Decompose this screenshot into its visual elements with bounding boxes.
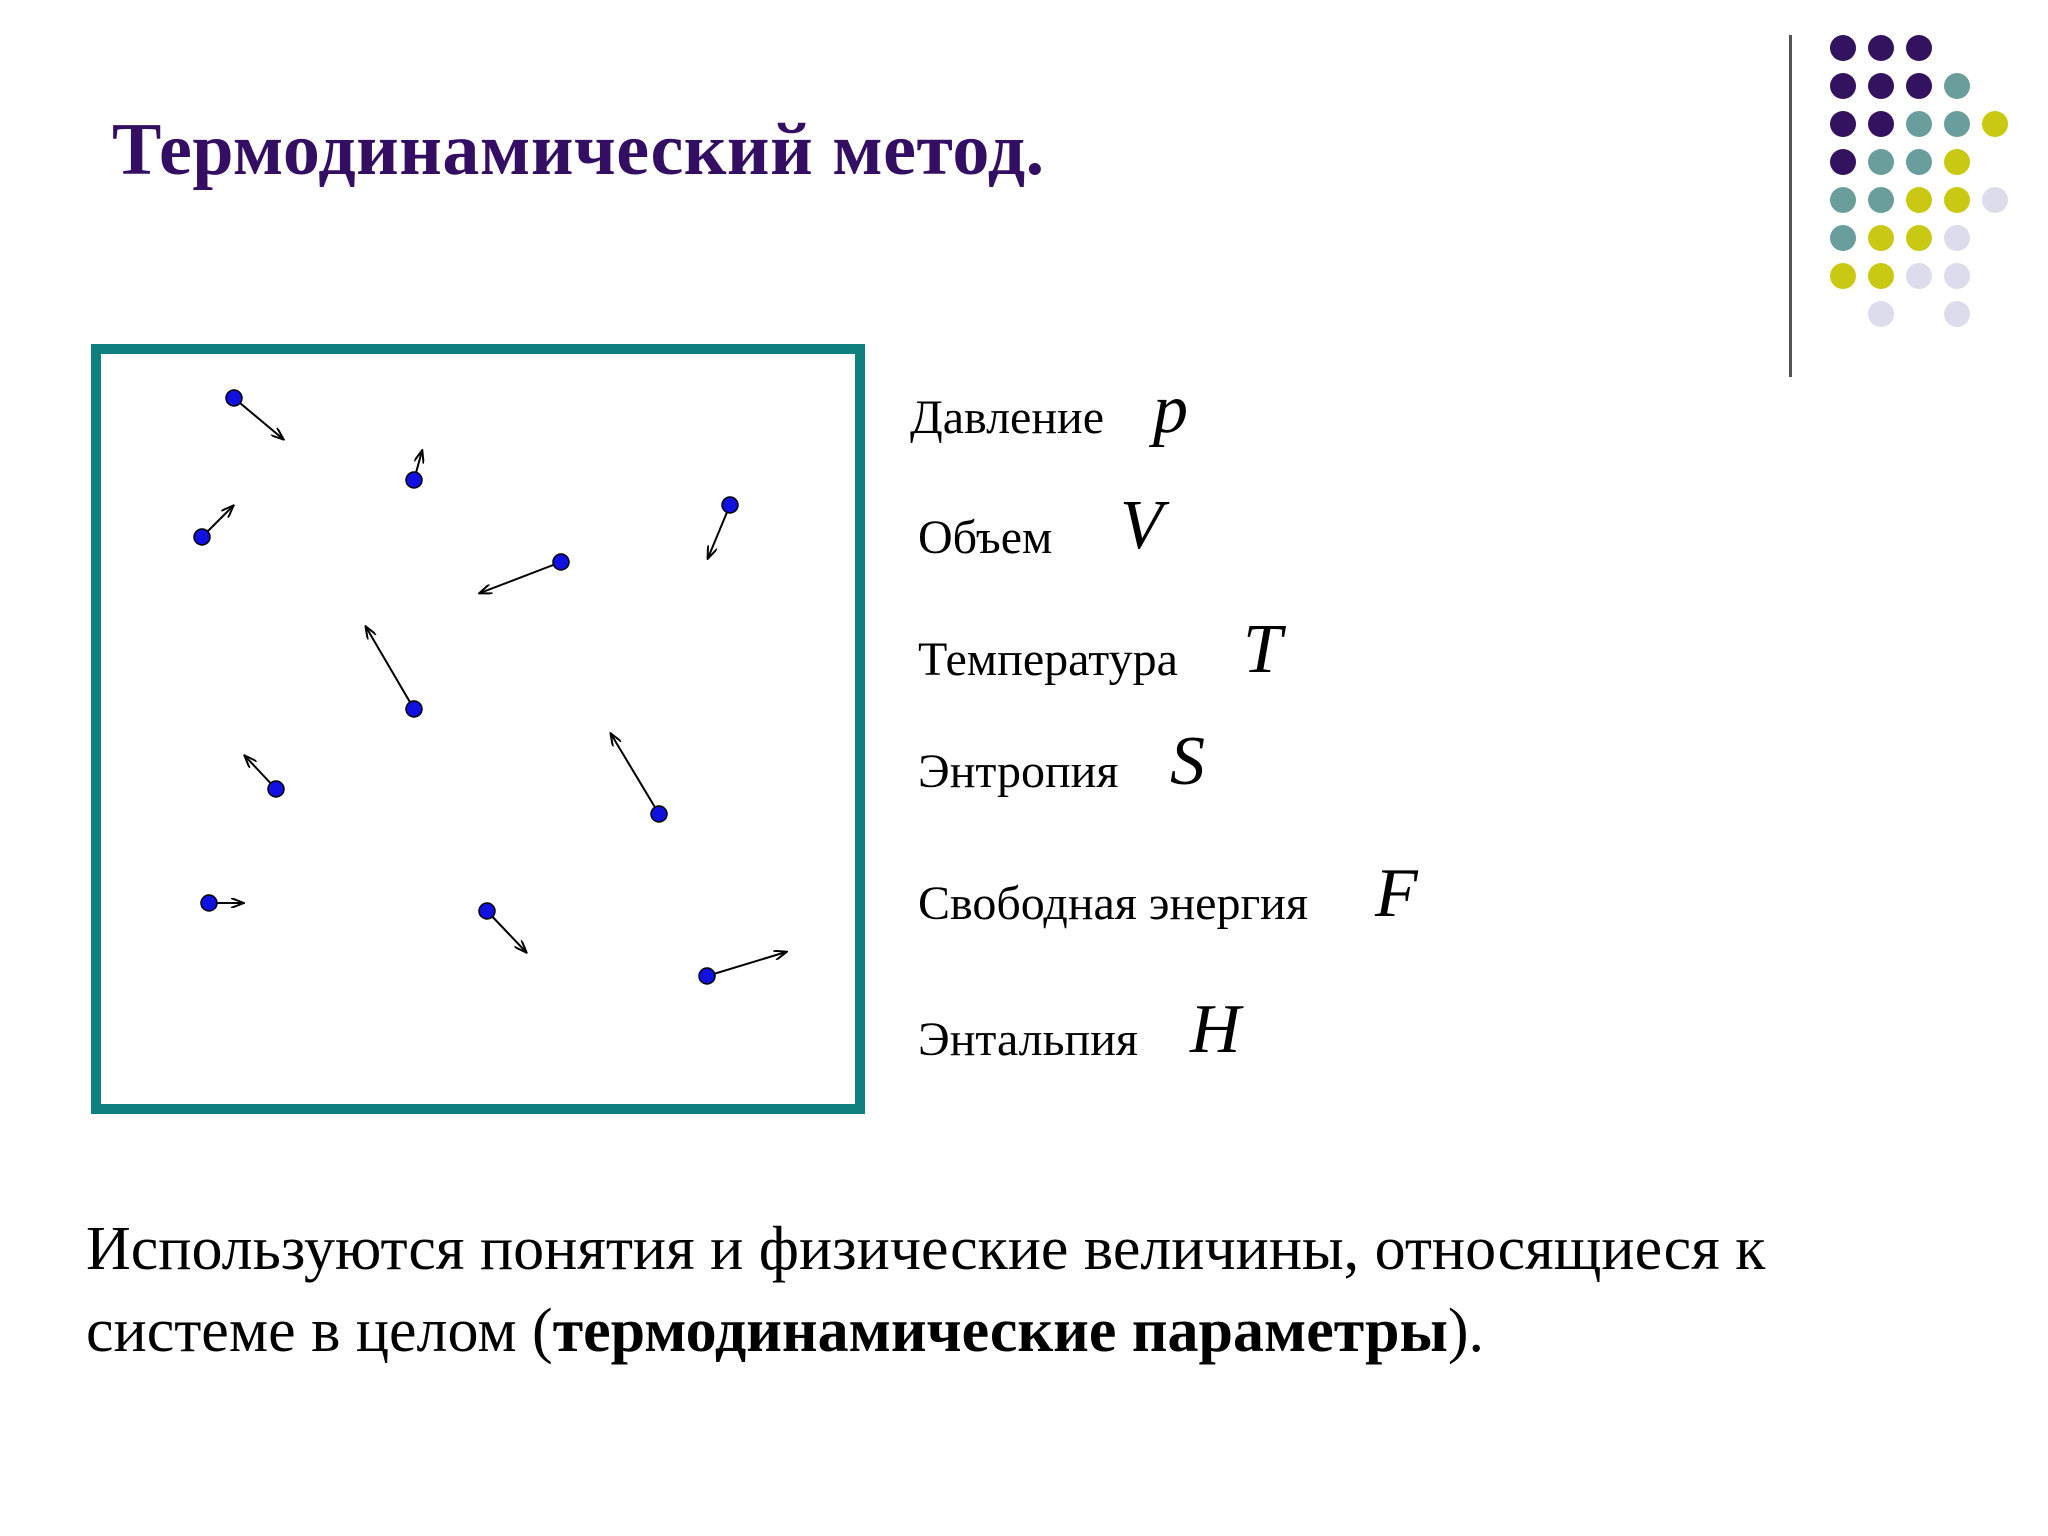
decor-dot <box>1830 225 1856 251</box>
molecule <box>553 554 569 570</box>
decor-dot <box>1830 187 1856 213</box>
molecule <box>722 497 738 513</box>
parameter-name: Давление <box>910 391 1105 444</box>
decor-dot <box>1906 111 1932 137</box>
parameter-symbol: p <box>1153 371 1188 448</box>
decor-dot <box>1906 263 1932 289</box>
decor-dot <box>1830 263 1856 289</box>
decor-dot <box>1982 111 2008 137</box>
parameter-name: Энтальпия <box>918 1013 1138 1066</box>
decor-dot <box>1868 149 1894 175</box>
molecule <box>651 806 667 822</box>
parameter-name: Температура <box>918 633 1178 686</box>
parameter-symbol: V <box>1120 487 1163 564</box>
caption-bold-term: термодинамические параметры <box>552 1297 1448 1365</box>
decorative-vertical-line <box>1789 35 1792 377</box>
gas-container-box <box>96 349 860 1109</box>
decor-dot <box>1906 73 1932 99</box>
decor-dot <box>1944 263 1970 289</box>
decor-dot <box>1944 73 1970 99</box>
caption-text <box>86 1208 1986 1372</box>
parameter-name: Свободная энергия <box>918 877 1308 930</box>
gas-molecules-diagram <box>0 0 880 1130</box>
decor-dot <box>1868 301 1894 327</box>
decor-dot <box>1830 35 1856 61</box>
velocity-arrow <box>366 627 414 709</box>
decor-dot <box>1944 111 1970 137</box>
decor-dot <box>1830 73 1856 99</box>
parameter-temperature <box>918 611 1282 688</box>
decor-dot <box>1868 73 1894 99</box>
decor-dot <box>1906 35 1932 61</box>
molecule <box>201 895 217 911</box>
parameter-entropy <box>918 723 1205 800</box>
caption-text-start: Используются понятия и физические величины, относящиеся к системе в целом ( <box>86 1215 1766 1365</box>
decor-dot <box>1868 187 1894 213</box>
decor-dot <box>1868 111 1894 137</box>
parameter-name: Объем <box>918 511 1053 564</box>
decor-dot <box>1830 111 1856 137</box>
molecule <box>699 968 715 984</box>
caption-text-end: ). <box>1447 1297 1485 1365</box>
parameter-symbol: F <box>1375 855 1418 932</box>
decor-dot <box>1944 225 1970 251</box>
decor-dot <box>1906 187 1932 213</box>
decor-dot <box>1944 301 1970 327</box>
molecule <box>406 701 422 717</box>
decor-dot <box>1868 35 1894 61</box>
molecule <box>226 390 242 406</box>
parameter-free-energy <box>918 855 1418 932</box>
parameter-enthalpy <box>918 991 1241 1068</box>
parameter-symbol: H <box>1190 991 1241 1068</box>
decor-dot <box>1944 149 1970 175</box>
decor-dot <box>1906 225 1932 251</box>
molecule <box>406 472 422 488</box>
parameter-symbol: T <box>1243 611 1282 688</box>
parameter-name: Энтропия <box>918 745 1119 798</box>
parameter-symbol: S <box>1170 723 1205 800</box>
decor-dot <box>1982 187 2008 213</box>
molecule <box>479 903 495 919</box>
decor-dot <box>1868 263 1894 289</box>
velocity-arrow <box>707 952 786 976</box>
molecule <box>268 781 284 797</box>
decor-dot <box>1830 149 1856 175</box>
decor-dot <box>1868 225 1894 251</box>
parameter-volume <box>918 487 1163 565</box>
parameter-pressure <box>910 371 1188 448</box>
decor-dot <box>1906 149 1932 175</box>
molecule <box>194 529 210 545</box>
velocity-arrow <box>480 562 561 593</box>
decor-dot <box>1944 187 1970 213</box>
velocity-arrow <box>234 398 283 439</box>
velocity-arrow <box>611 734 659 814</box>
slide-title: Термодинамический метод. <box>112 109 1045 191</box>
